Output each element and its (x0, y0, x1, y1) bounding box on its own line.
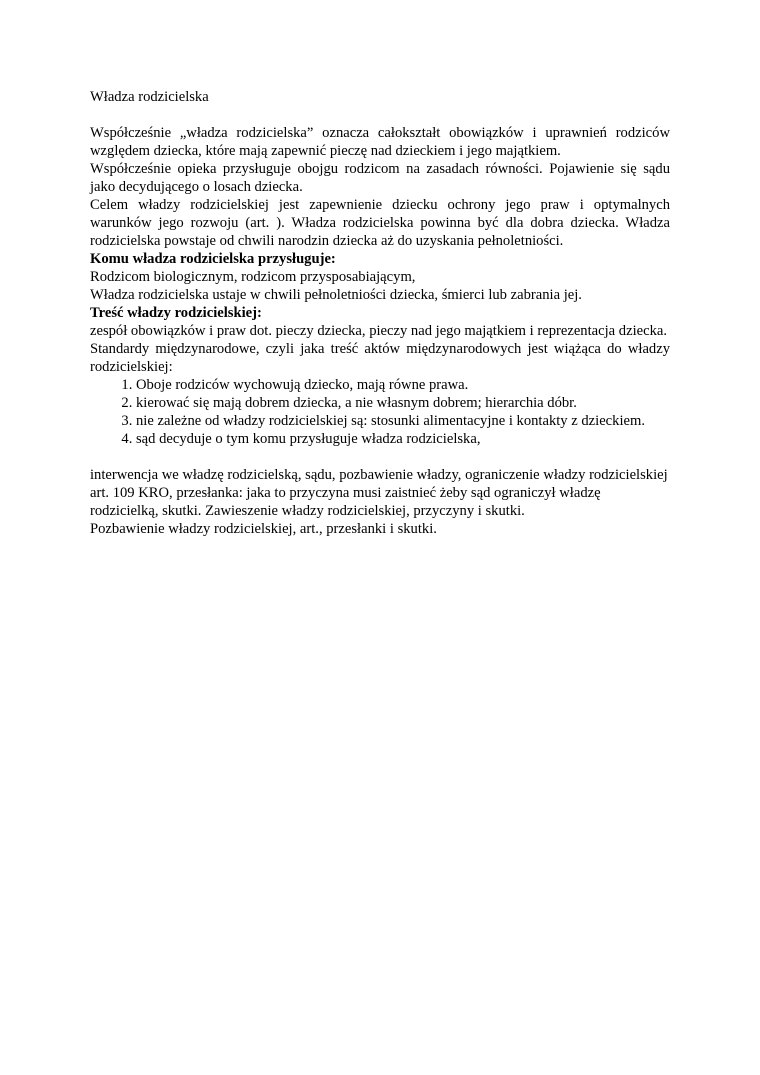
list-item: 2. kierować się mają dobrem dziecka, a nie własnym dobrem; hierarchia dóbr. (136, 394, 670, 412)
list-item: 3. nie zależne od władzy rodzicielskiej są: stosunki alimentacyjne i kontakty z dzieckiem. (136, 412, 670, 430)
intro-paragraph-2: Współcześnie opieka przysługuje obojgu rodzicom na zasadach równości. Pojawienie się sądu jako decydującego o losach dziecka. (90, 161, 670, 195)
list-item: 1. Oboje rodziców wychowują dziecko, mają równe prawa. (136, 376, 670, 394)
intro-paragraph-3: Celem władzy rodzicielskiej jest zapewnienie dziecku ochrony jego praw i optymalnych warunków jego rozwoju (art. ). Władza rodzicielska powinna być dla dobra dziecka. Władza rodzicielska powstaje od chwili narodzin dziecka aż do uzyskania pełnoletniości. (90, 197, 670, 249)
section-heading-tresc: Treść władzy rodzicielskiej: (90, 305, 262, 321)
closing-paragraph-2: Pozbawienie władzy rodzicielskiej, art., przesłanki i skutki. (90, 521, 437, 537)
section-heading-komu: Komu władza rodzicielska przysługuje: (90, 251, 336, 267)
komu-line-1: Rodzicom biologicznym, rodzicom przysposabiającym, (90, 269, 416, 285)
tresc-paragraph: zespół obowiązków i praw dot. pieczy dziecka, pieczy nad jego majątkiem i reprezentacja dziecka. (90, 323, 667, 339)
komu-line-2: Władza rodzicielska ustaje w chwili pełnoletniości dziecka, śmierci lub zabrania jej. (90, 287, 582, 303)
numbered-list (90, 376, 670, 448)
standards-paragraph: Standardy międzynarodowe, czyli jaka treść aktów międzynarodowych jest wiążąca do władzy rodzicielskiej: (90, 341, 670, 375)
paragraph-spacer (90, 448, 670, 466)
list-item: 4. sąd decyduje o tym komu przysługuje władza rodzicielska, (136, 430, 670, 448)
document-title: Władza rodzicielska (90, 89, 209, 105)
intro-paragraph-1: Współcześnie „władza rodzicielska” oznacza całokształt obowiązków i uprawnień rodziców względem dziecka, które mają zapewnić pieczę nad dzieckiem i jego majątkiem. (90, 125, 670, 159)
closing-paragraph-1: interwencja we władzę rodzicielską, sądu, pozbawienie władzy, ograniczenie władzy rodzicielskiej art. 109 KRO, przesłanka: jaka to przyczyna musi zaistnieć żeby sąd ograniczył władzę rodzicielką, skutki. Zawieszenie władzy rodzicielskiej, przyczyny i skutki. (90, 467, 668, 519)
document-body (90, 88, 670, 538)
